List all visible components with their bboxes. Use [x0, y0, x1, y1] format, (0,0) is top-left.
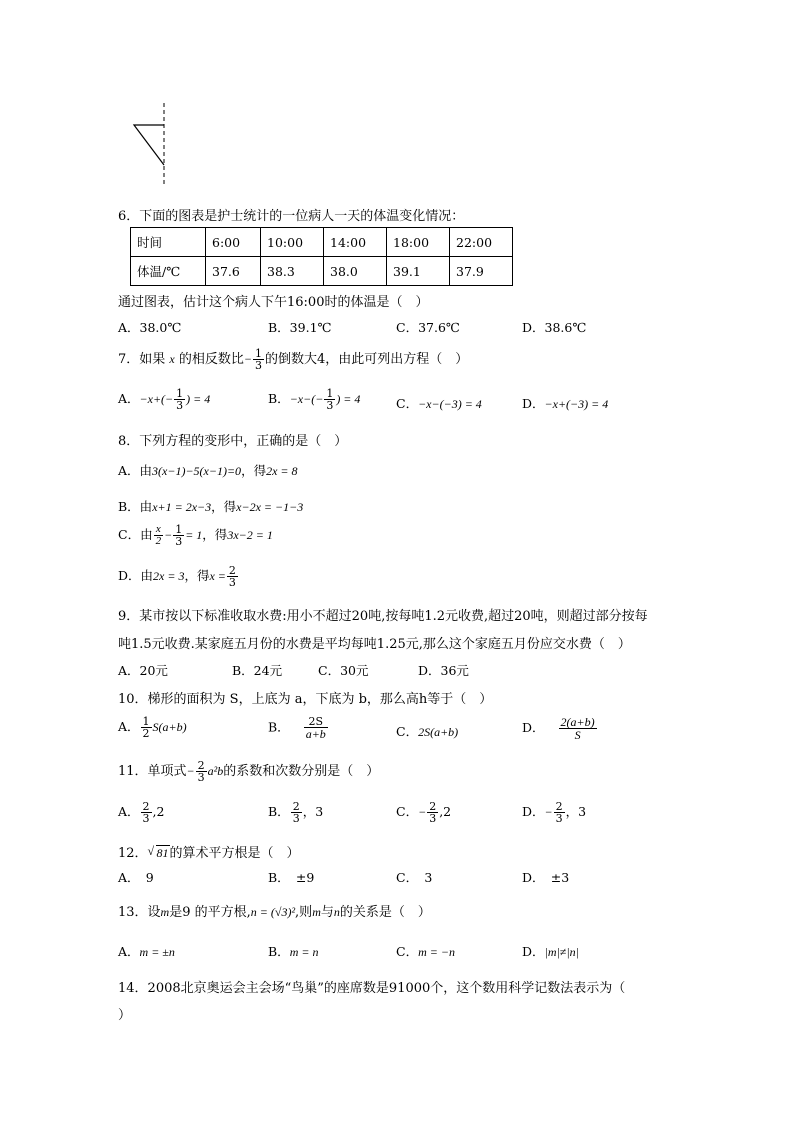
q7-stem-b: 的相反数比 [178, 352, 244, 367]
table-cell: 38.0 [324, 257, 387, 286]
table-cell: 体温/℃ [131, 257, 206, 286]
table-row [131, 257, 513, 286]
table-cell: 37.9 [450, 257, 513, 286]
q9-option-d[interactable]: D．36元 [418, 663, 469, 678]
q11-option-b[interactable]: B． $\frac{2}{3}$ ，3 [268, 800, 324, 825]
q14-line1: 14．2008北京奥运会主会场“鸟巢”的座席数是91000个，这个数用科学记数法表示为（ [118, 981, 626, 996]
q6-option-b[interactable]: B．39.1℃ [268, 320, 332, 335]
q7-option-a[interactable]: A．−x+(− $\frac{1}{3}$ ) = 4 [118, 387, 211, 412]
q6-option-d[interactable]: D．38.6℃ [522, 320, 587, 335]
q7-var-x: x [169, 352, 175, 366]
q13-stem: 13．设m是9 的平方根,n = (√3)²,则m与n的关系是（ ） [118, 905, 431, 920]
q13-option-c[interactable]: C．m = −n [396, 944, 455, 959]
q6-option-c[interactable]: C．37.6℃ [396, 320, 460, 335]
q13-option-d[interactable]: D．|m|≠|n| [522, 944, 579, 959]
q10-stem: 10．梯形的面积为 S，上底为 a，下底为 b，那么高h等于（ ） [118, 692, 493, 707]
q7-stem-c: 的倒数大4，由此可列出方程（ ） [265, 352, 469, 367]
q7-fraction: $\frac{1}{3}$ [255, 347, 263, 372]
geometry-figure [130, 103, 180, 191]
table-cell: 时间 [131, 228, 206, 257]
table-cell: 6:00 [206, 228, 261, 257]
sqrt-symbol: √ 81 [147, 844, 169, 860]
q9-line2: 吨1.5元收费.某家庭五月份的水费是平均每吨1.25元,那么这个家庭五月份应交水费（ ） [118, 637, 631, 652]
q12-option-b[interactable]: B． ±9 [268, 870, 315, 885]
q6-stem: 6．下面的图表是护士统计的一位病人一天的体温变化情况： [118, 209, 465, 224]
q8-option-c[interactable]: C．由 $\frac{x}{2}$ − $\frac{1}{3}$ = 1，得3x−2 = 1 [118, 523, 273, 548]
q10-option-b[interactable]: B． $\frac{2S}{a+b}$ [268, 715, 326, 741]
table-cell: 37.6 [206, 257, 261, 286]
q8-option-a[interactable]: A．由3(x−1)−5(x−1)=0，得2x = 8 [118, 463, 298, 478]
q12-stem: 12． √ 81的算术平方根是（ ） [118, 844, 300, 861]
q10-option-c[interactable]: C．2S(a+b) [396, 724, 459, 739]
q6-question: 通过图表，估计这个病人下午16:00时的体温是（ ） [118, 295, 429, 310]
q14-line2: ） [118, 1008, 132, 1023]
q11-option-a[interactable]: A． $\frac{2}{3}$ ,2 [118, 800, 165, 825]
q13-option-b[interactable]: B．m = n [268, 944, 319, 959]
q7-option-d[interactable]: D．−x+(−3) = 4 [522, 396, 609, 411]
q11-option-c[interactable]: C．− $\frac{2}{3}$ ,2 [396, 800, 452, 825]
q11-stem: 11．单项式− $\frac{2}{3}$ a²b的系数和次数分别是（ ） [118, 759, 380, 784]
temperature-table [130, 227, 513, 286]
q11-option-d[interactable]: D．− $\frac{2}{3}$ ，3 [522, 800, 587, 825]
q7-stem-a: 7．如果 [118, 352, 166, 367]
table-cell: 18:00 [387, 228, 450, 257]
q9-option-b[interactable]: B．24元 [232, 663, 283, 678]
table-cell: 22:00 [450, 228, 513, 257]
q7-option-b[interactable]: B．−x−(− $\frac{1}{3}$ ) = 4 [268, 387, 361, 412]
q6-option-a[interactable]: A．38.0℃ [118, 320, 182, 335]
q12-option-c[interactable]: C． 3 [396, 870, 433, 885]
q12-option-d[interactable]: D． ±3 [522, 870, 570, 885]
q9-line1: 9．某市按以下标准收取水费:用小不超过20吨,按每吨1.2元收费,超过20吨，则超过部分按每 [118, 609, 648, 624]
q7-stem: 7．如果 x 的相反数比− $\frac{1}{3}$ 的倒数大4，由此可列出方程（ ） [118, 347, 469, 372]
q8-option-b[interactable]: B．由x+1 = 2x−3，得x−2x = −1−3 [118, 499, 304, 514]
q8-option-d[interactable]: D．由2x = 3，得x = $\frac{2}{3}$ [118, 564, 236, 589]
q8-stem: 8．下列方程的变形中，正确的是（ ） [118, 434, 348, 449]
q9-option-c[interactable]: C．30元 [318, 663, 369, 678]
q10-option-a[interactable]: A． $\frac{1}{2}$ S(a+b) [118, 715, 187, 740]
q9-option-a[interactable]: A．20元 [118, 663, 168, 678]
q12-option-a[interactable]: A． 9 [118, 870, 154, 885]
table-row [131, 228, 513, 257]
q13-option-a[interactable]: A．m = ±n [118, 944, 175, 959]
table-cell: 38.3 [261, 257, 324, 286]
table-cell: 10:00 [261, 228, 324, 257]
table-cell: 39.1 [387, 257, 450, 286]
q7-option-c[interactable]: C．−x−(−3) = 4 [396, 396, 482, 411]
table-cell: 14:00 [324, 228, 387, 257]
q10-option-d[interactable]: D． $\frac{2(a+b)}{S}$ [522, 715, 595, 742]
